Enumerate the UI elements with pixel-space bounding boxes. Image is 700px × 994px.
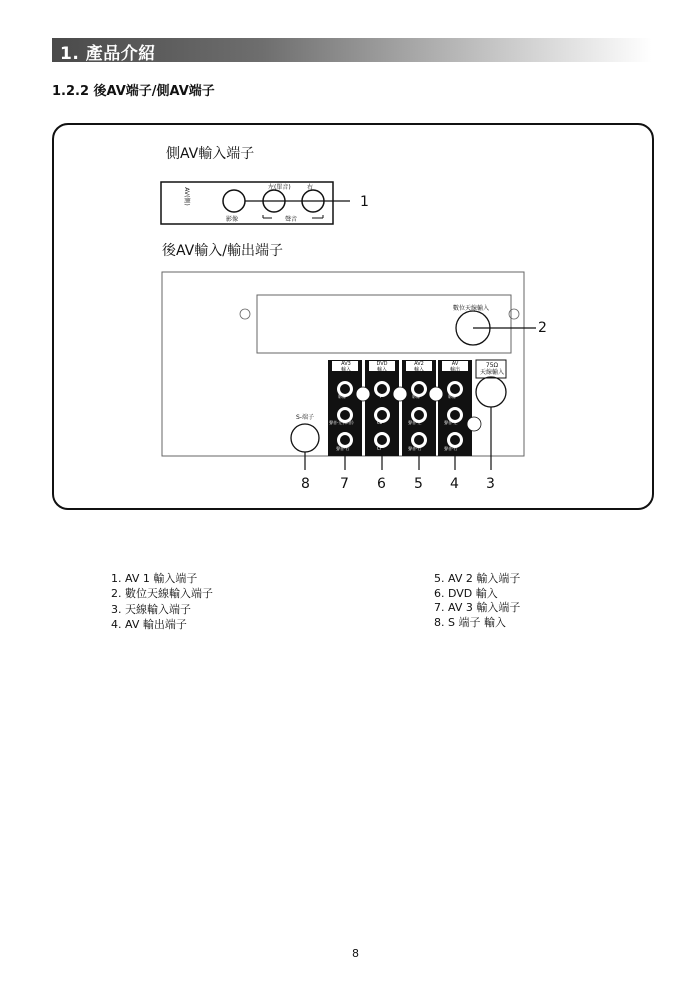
legend-item-3: 3. 天線輸入端子 <box>111 603 191 616</box>
av3-row2: 聲音-左(單音) <box>329 420 354 425</box>
dvd-row1: Y <box>379 394 382 399</box>
screw-left <box>240 309 250 319</box>
dvd-column <box>365 360 399 456</box>
side-video-label: 影像 <box>226 216 239 223</box>
rear-av-title: 後AV輸入/輸出端子 <box>162 243 283 259</box>
side-right-label: 右 <box>307 184 314 191</box>
legend-item-8: 8. S 端子 輸入 <box>434 616 506 629</box>
av-out-column <box>438 360 472 456</box>
section-title: 1. 產品介紹 <box>60 44 156 64</box>
legend-item-1: 1. AV 1 輸入端子 <box>111 572 198 585</box>
av2-row1: 影像 <box>412 394 420 399</box>
page-number: 8 <box>352 947 359 960</box>
legend-item-2: 2. 數位天線輸入端子 <box>111 587 213 600</box>
callout-2: 2 <box>538 320 547 336</box>
callout-7: 7 <box>340 476 349 492</box>
av2-row3: 聲音-右 <box>408 446 422 451</box>
dvd-row2: Cb <box>377 420 383 425</box>
avout-row2: 聲音-左 <box>444 420 458 425</box>
dvd-row3: Cr <box>377 446 382 451</box>
callout-8: 8 <box>301 476 310 492</box>
side-left-label: 左(單音) <box>268 184 291 191</box>
callout-5: 5 <box>414 476 423 492</box>
digital-antenna-label: 數位天線輸入 <box>453 305 490 312</box>
dvd-top-label: DVD 輸入 <box>376 361 388 373</box>
section-header-bar <box>52 38 652 62</box>
av2-column <box>402 360 436 456</box>
svideo-label: S-端子 <box>296 414 314 421</box>
antenna-label: 75Ω 天線輸入 <box>479 362 504 376</box>
legend-item-6: 6. DVD 輸入 <box>434 587 498 600</box>
legend-item-4: 4. AV 輸出端子 <box>111 618 187 631</box>
avout-row3: 聲音-右 <box>444 446 458 451</box>
avout-row1: 影像 <box>448 394 456 399</box>
av3-row3: 聲音-右 <box>336 446 350 451</box>
subsection-title: 1.2.2 後AV端子/側AV端子 <box>52 84 215 99</box>
side-video-jack <box>223 190 245 212</box>
callout-1: 1 <box>360 194 369 210</box>
svideo-jack <box>291 424 319 452</box>
side-av-title: 側AV輸入端子 <box>166 146 255 162</box>
avout-top-label: AV 輸出 <box>449 361 460 373</box>
callout-4: 4 <box>450 476 459 492</box>
av3-row1: 影像 <box>338 394 346 399</box>
av2-top-label: AV2 輸入 <box>413 361 424 373</box>
av2-row2: 聲音-左 <box>408 420 422 425</box>
callout-3: 3 <box>486 476 495 492</box>
av3-column <box>328 360 362 456</box>
side-av-label: AV(側) <box>182 187 190 206</box>
callout-6: 6 <box>377 476 386 492</box>
side-audio-label: 聲音 <box>285 216 298 223</box>
av3-top-label: AV3 輸入 <box>340 361 351 373</box>
legend-item-7: 7. AV 3 輸入端子 <box>434 601 521 614</box>
antenna-jack <box>476 377 506 407</box>
legend-item-5: 5. AV 2 輸入端子 <box>434 572 521 585</box>
